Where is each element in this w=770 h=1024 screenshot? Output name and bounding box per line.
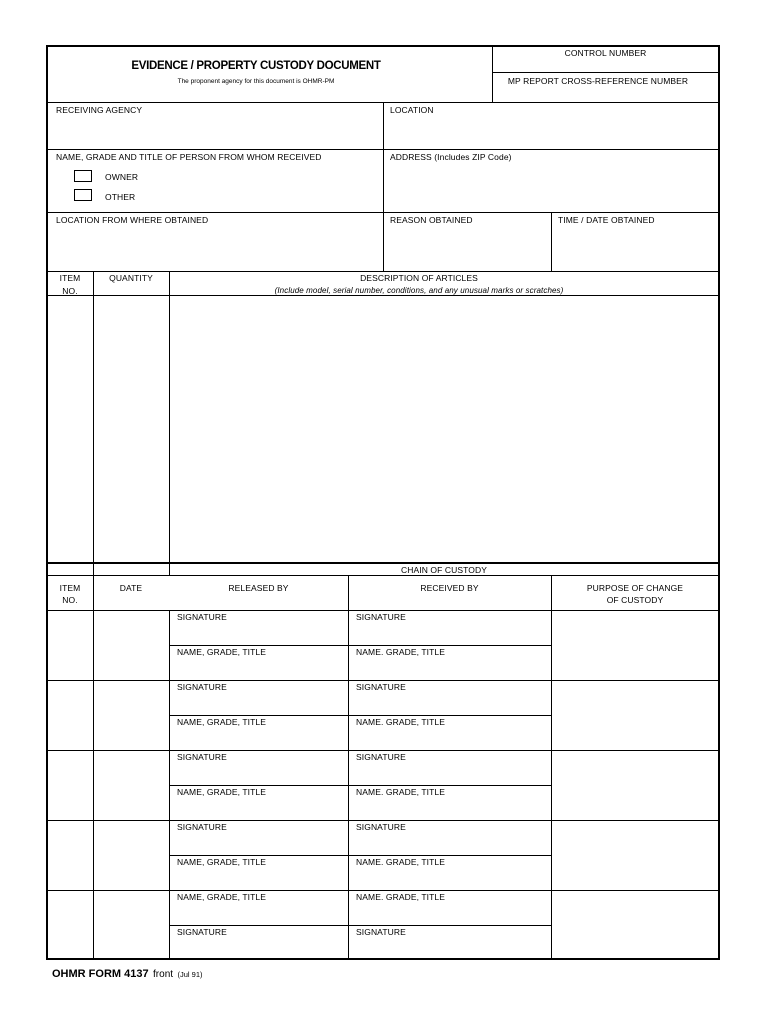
row-inner-rule (169, 645, 551, 646)
released-signature: SIGNATURE (177, 927, 227, 937)
articles-bottom-rule (47, 562, 719, 564)
released-name-grade-title: NAME, GRADE, TITLE (177, 717, 267, 727)
item-col-divider (93, 271, 94, 610)
custody-title-rule (47, 575, 719, 576)
other-checkbox[interactable] (74, 189, 92, 201)
row-rule (47, 680, 719, 681)
released-received-divider (348, 575, 349, 959)
mp-report-label: MP REPORT CROSS-REFERENCE NUMBER (507, 76, 689, 86)
received-name-grade-title: NAME. GRADE, TITLE (356, 647, 446, 657)
quantity-label: QUANTITY (109, 273, 153, 283)
control-number-label: CONTROL NUMBER (564, 48, 647, 58)
received-signature: SIGNATURE (356, 682, 406, 692)
released-name-grade-title: NAME, GRADE, TITLE (177, 787, 267, 797)
reason-obtained-label: REASON OBTAINED (390, 215, 473, 225)
released-name-grade-title: NAME, GRADE, TITLE (177, 647, 267, 657)
row-rule (47, 890, 719, 891)
form-side: front (153, 969, 174, 980)
form-number: OHMR FORM 4137 (52, 968, 149, 980)
received-signature: SIGNATURE (356, 612, 406, 622)
custody-item-label: ITEM (59, 583, 81, 593)
item-label: ITEM (59, 273, 81, 283)
other-label: OTHER (105, 192, 136, 202)
time-divider (551, 212, 552, 271)
row-rule (47, 750, 719, 751)
released-by-label: RELEASED BY (228, 583, 289, 593)
header-split (492, 72, 719, 73)
released-name-grade-title: NAME, GRADE, TITLE (177, 857, 267, 867)
rule-agency (47, 149, 719, 150)
row-inner-rule (169, 855, 551, 856)
received-by-label: RECEIVED BY (420, 583, 479, 593)
form-edition: (Jul 91) (177, 970, 203, 979)
received-signature: SIGNATURE (356, 927, 406, 937)
owner-checkbox[interactable] (74, 170, 92, 182)
receiving-agency-label: RECEIVING AGENCY (56, 105, 143, 115)
proponent-note: The proponent agency for this document is OHMR-PM (177, 78, 335, 85)
received-name-grade-title: NAME. GRADE, TITLE (356, 857, 446, 867)
row-inner-rule (169, 925, 551, 926)
received-name-grade-title: NAME. GRADE, TITLE (356, 787, 446, 797)
rule-name (47, 212, 719, 213)
received-name-grade-title: NAME. GRADE, TITLE (356, 892, 446, 902)
released-signature: SIGNATURE (177, 612, 227, 622)
custody-item-divider (93, 610, 94, 959)
released-name-grade-title: NAME, GRADE, TITLE (177, 892, 267, 902)
purpose-label-1: PURPOSE OF CHANGE (586, 583, 684, 593)
location-label: LOCATION (390, 105, 434, 115)
name-grade-title-label: NAME, GRADE AND TITLE OF PERSON FROM WHOM RECEIVED (56, 152, 322, 162)
form-footer (52, 964, 203, 982)
received-signature: SIGNATURE (356, 752, 406, 762)
custody-item-no-label: NO. (62, 595, 78, 605)
description-label: DESCRIPTION OF ARTICLES (360, 273, 478, 283)
mid-divider (383, 102, 384, 271)
form-title: EVIDENCE / PROPERTY CUSTODY DOCUMENT (131, 60, 381, 72)
released-signature: SIGNATURE (177, 822, 227, 832)
item-no-label: NO. (62, 286, 78, 296)
row-inner-rule (169, 785, 551, 786)
owner-label: OWNER (105, 172, 139, 182)
quantity-col-divider (169, 271, 170, 575)
articles-header-rule (47, 295, 719, 296)
purpose-label-2: OF CUSTODY (606, 595, 664, 605)
released-signature: SIGNATURE (177, 752, 227, 762)
description-note: (Include model, serial number, conditions, and any unusual marks or scratches) (274, 286, 564, 295)
received-purpose-divider (551, 575, 552, 959)
chain-of-custody-title: CHAIN OF CUSTODY (401, 565, 487, 575)
custody-header-rule (47, 610, 719, 611)
date-label: DATE (119, 583, 143, 593)
received-signature: SIGNATURE (356, 822, 406, 832)
location-obtained-label: LOCATION FROM WHERE OBTAINED (56, 215, 209, 225)
address-label: ADDRESS (Includes ZIP Code) (390, 152, 512, 162)
received-name-grade-title: NAME. GRADE, TITLE (356, 717, 446, 727)
rule-obtained (47, 271, 719, 272)
released-signature: SIGNATURE (177, 682, 227, 692)
row-inner-rule (169, 715, 551, 716)
time-date-obtained-label: TIME / DATE OBTAINED (558, 215, 655, 225)
row-rule (47, 820, 719, 821)
